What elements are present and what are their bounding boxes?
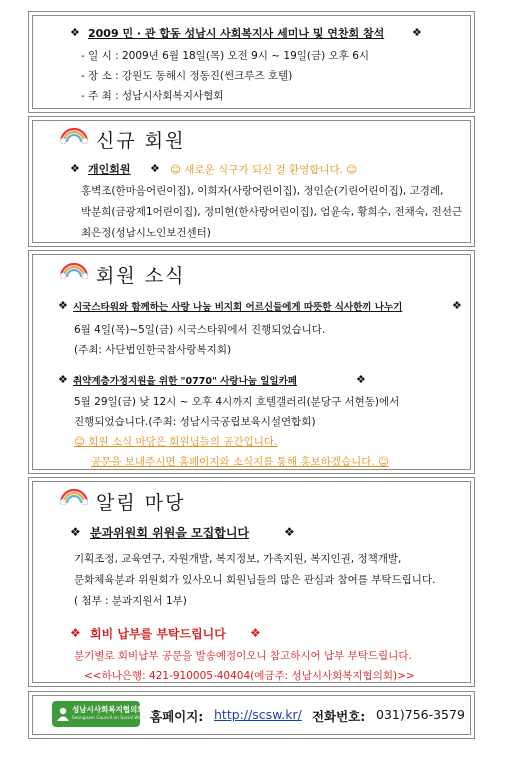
dues-line-1: 분기별로 회비납부 공문을 발송예정이오니 참고하시어 납부 부탁드립니다. <box>74 650 412 662</box>
diamond-bullet-icon: ❖ <box>58 373 68 386</box>
recruit-line-2: 문화체육분과 위원회가 있사오니 회원님들의 많은 관심과 참여를 부탁드립니다. <box>74 574 436 586</box>
phone-label: 전화번호: <box>312 709 366 724</box>
seminar-row-host: - 주 최 : 성남시사회복지사협회 <box>81 90 224 102</box>
diamond-bullet-icon: ❖ <box>70 162 80 175</box>
member-news-heading: 회원 소식 <box>96 265 186 287</box>
news-item-1-line-1: 6월 4일(목)~5일(금) 시국스타워에서 진행되었습니다. <box>74 324 326 336</box>
news-item-1-title: 시국스타워와 함께하는 사랑 나눔 비지회 어르신들에게 따뜻한 식사한끼 나누기 <box>73 302 403 313</box>
news-item-1-line-2: (주최: 사단법인한국참사랑복지회) <box>74 344 232 356</box>
diamond-bullet-icon-end: ❖ <box>150 162 160 175</box>
recruit-title: 분과위원회 위원을 모집합니다 <box>90 526 250 540</box>
news-notice-line-1: ☺ 회원 소식 마당은 회원님들의 공간입니다. <box>74 436 278 448</box>
rainbow-icon <box>58 259 90 279</box>
seminar-title: 2009 민 · 관 합동 성남시 사회복지사 세미나 및 연찬회 참석 <box>88 27 385 40</box>
diamond-bullet-icon-end: ❖ <box>250 626 261 640</box>
logo-text-en: Seongnam Council on Social Welfare <box>72 716 151 721</box>
member-list-line-1: 홍벽조(한마음어린이집), 이희자(사랑어린이집), 정인순(기린어린이집), 고경례, <box>81 185 444 197</box>
diamond-bullet-icon-end: ❖ <box>356 373 366 386</box>
organization-logo <box>52 701 151 727</box>
diamond-bullet-icon: ❖ <box>70 626 81 640</box>
seminar-bullet-icon-end: ❖ <box>412 26 422 39</box>
news-item-2-line-2: 진행되었습니다.(주최: 성남시국공립보육시설연합회) <box>74 416 316 428</box>
seminar-bullet-icon: ❖ <box>70 26 80 39</box>
logo-emblem-icon <box>56 706 70 722</box>
diamond-bullet-icon-end: ❖ <box>452 299 462 312</box>
news-notice-line-2: 공문을 보내주시면 홈페이지와 소식지를 통해 홍보하겠습니다. ☺ <box>91 456 390 468</box>
diamond-bullet-icon-end: ❖ <box>284 525 295 539</box>
recruit-line-3: ( 첨부 : 분과지원서 1부) <box>74 595 187 607</box>
dues-title: 회비 납부를 부탁드립니다 <box>90 627 226 641</box>
homepage-link[interactable]: http://scsw.kr/ <box>214 707 302 722</box>
phone-number: 031)756-3579 <box>376 707 465 722</box>
member-list-line-2: 박분희(금광제1어린이집), 정미현(한사랑어린이집), 엄윤숙, 황희수, 전채숙, 전선근 <box>81 206 463 218</box>
diamond-bullet-icon: ❖ <box>70 525 81 539</box>
welcome-message: ☺ 새로운 식구가 되신 걸 환영합니다. ☺ <box>170 164 358 176</box>
rainbow-icon <box>58 124 90 144</box>
notice-heading: 알림 마당 <box>96 492 186 514</box>
logo-text-ko: 성남시사회복지협의회 <box>72 705 145 714</box>
recruit-line-1: 기획조정, 교육연구, 자원개발, 복지정보, 가족지원, 복지인권, 정책개발, <box>74 553 402 565</box>
individual-member-label: 개인회원 <box>88 163 131 176</box>
rainbow-icon <box>58 485 90 505</box>
seminar-row-date: - 일 시 : 2009년 6월 18일(목) 오전 9시 ~ 19일(금) 오후 6시 <box>81 50 370 62</box>
seminar-row-place: - 장 소 : 강원도 동해시 정동진(썬크루즈 호텔) <box>81 70 293 82</box>
dues-line-2: <<하나은행: 421-910005-40404(예금주: 성남시사회복지협의회)>> <box>84 670 415 682</box>
diamond-bullet-icon: ❖ <box>58 299 68 312</box>
member-list-line-3: 최은정(성남시노인보건센터) <box>81 227 211 239</box>
homepage-label: 홈페이지: <box>150 709 204 724</box>
news-item-2-title: 취약계층가정지원을 위한 "0770" 사랑나눔 일일카페 <box>73 376 297 387</box>
new-members-heading: 신규 회원 <box>96 130 186 152</box>
news-item-2-line-1: 5월 29일(금) 낮 12시 ~ 오후 4시까지 호텔갤러리(분당구 서현동)에서 <box>74 396 400 408</box>
